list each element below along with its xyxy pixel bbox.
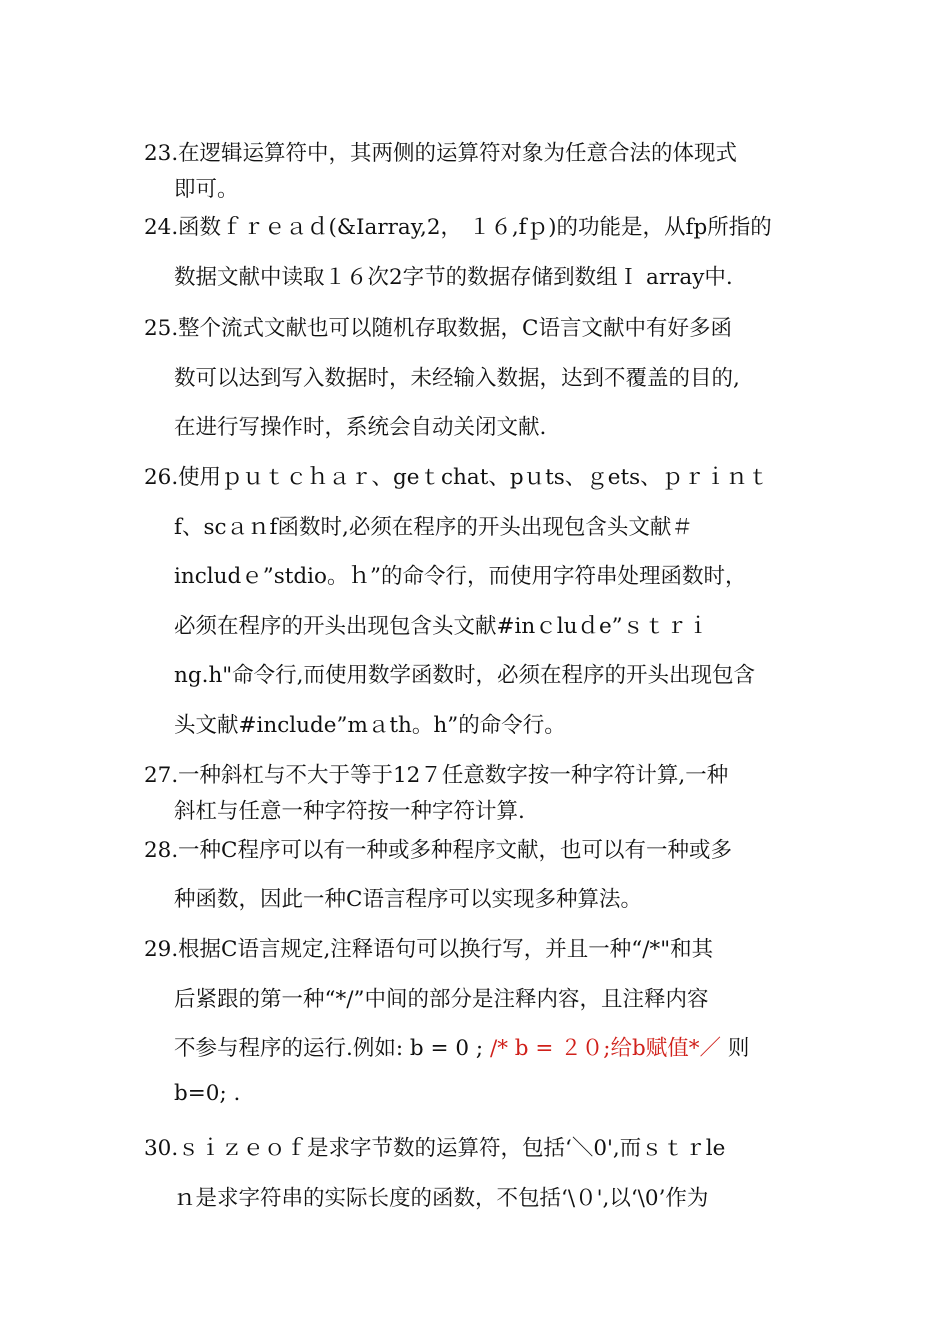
item-text: 数据文献中读取１６次2字节的数据存储到数组Ｉ array中. [174,265,733,290]
item-text: 不参与程序的运行.例如: b = 0 ; [174,1036,490,1061]
item-text: 根据C语言规定,注释语句可以换行写，并且一种“/*"和其 [178,937,714,962]
item-number: 24. [144,215,179,240]
item-text: 后紧跟的第一种“*/”中间的部分是注释内容，且注释内容 [174,987,709,1012]
item-text: ｎ是求字符串的实际长度的函数，不包括‘\０',以‘\0’作为 [174,1186,709,1211]
item-text: 则 [720,1036,750,1061]
item-text: 使用ｐｕｔｃｈａｒ、geｔchat、pｕts、ｇets、ｐｒｉｎｔ [178,465,770,490]
item-text: f、scａｎf函数时,必须在程序的开头出现包含头文献＃ [174,515,693,540]
item-text: 函数ｆｒｅａｄ(&Iarray,2， １６,fｐ)的功能是，从fp所指的 [178,215,772,240]
item-number: 30. [144,1136,179,1161]
item-text: 种函数，因此一种C语言程序可以实现多种算法。 [174,887,642,912]
item-text: includｅ”stdio。ｈ”的命令行，而使用字符串处理函数时， [174,564,747,589]
item-text: 一种斜杠与不大于等于12７任意数字按一种字符计算,一种 [178,763,729,788]
item-number: 23. [144,141,179,166]
item-text: 即可。 [174,177,239,202]
item-text: 斜杠与任意一种字符按一种字符计算. [174,799,525,824]
item-number: 25. [144,316,179,341]
item-text: 一种C程序可以有一种或多种程序文献，也可以有一种或多 [178,838,732,863]
item-text: b=0; . [174,1081,241,1106]
item-text: ｓｉｚｅｏｆ是求字节数的运算符，包括‘＼0',而ｓｔｒle [178,1136,726,1161]
item-number: 27. [144,763,179,788]
item-text: 必须在程序的开头出现包含头文献#inｃluｄe”ｓｔｒｉ [174,614,709,639]
item-text: 整个流式文献也可以随机存取数据，C语言文献中有好多函 [178,316,732,341]
item-text: 头文献#include”mａth。h”的命令行。 [174,713,566,738]
code-comment-highlight: /* b = ２０;给b赋值*／ [489,1036,721,1061]
item-text: ng.h"命令行,而使用数学函数时，必须在程序的开头出现包含 [174,663,756,688]
item-text: 数可以达到写入数据时，未经输入数据，达到不覆盖的目的, [174,366,740,391]
item-number: 28. [144,838,179,863]
item-number: 29. [144,937,179,962]
item-text: 在进行写操作时，系统会自动关闭文献. [174,415,547,440]
item-text: 在逻辑运算符中，其两侧的运算符对象为任意合法的体现式 [178,141,738,166]
item-number: 26. [144,465,179,490]
